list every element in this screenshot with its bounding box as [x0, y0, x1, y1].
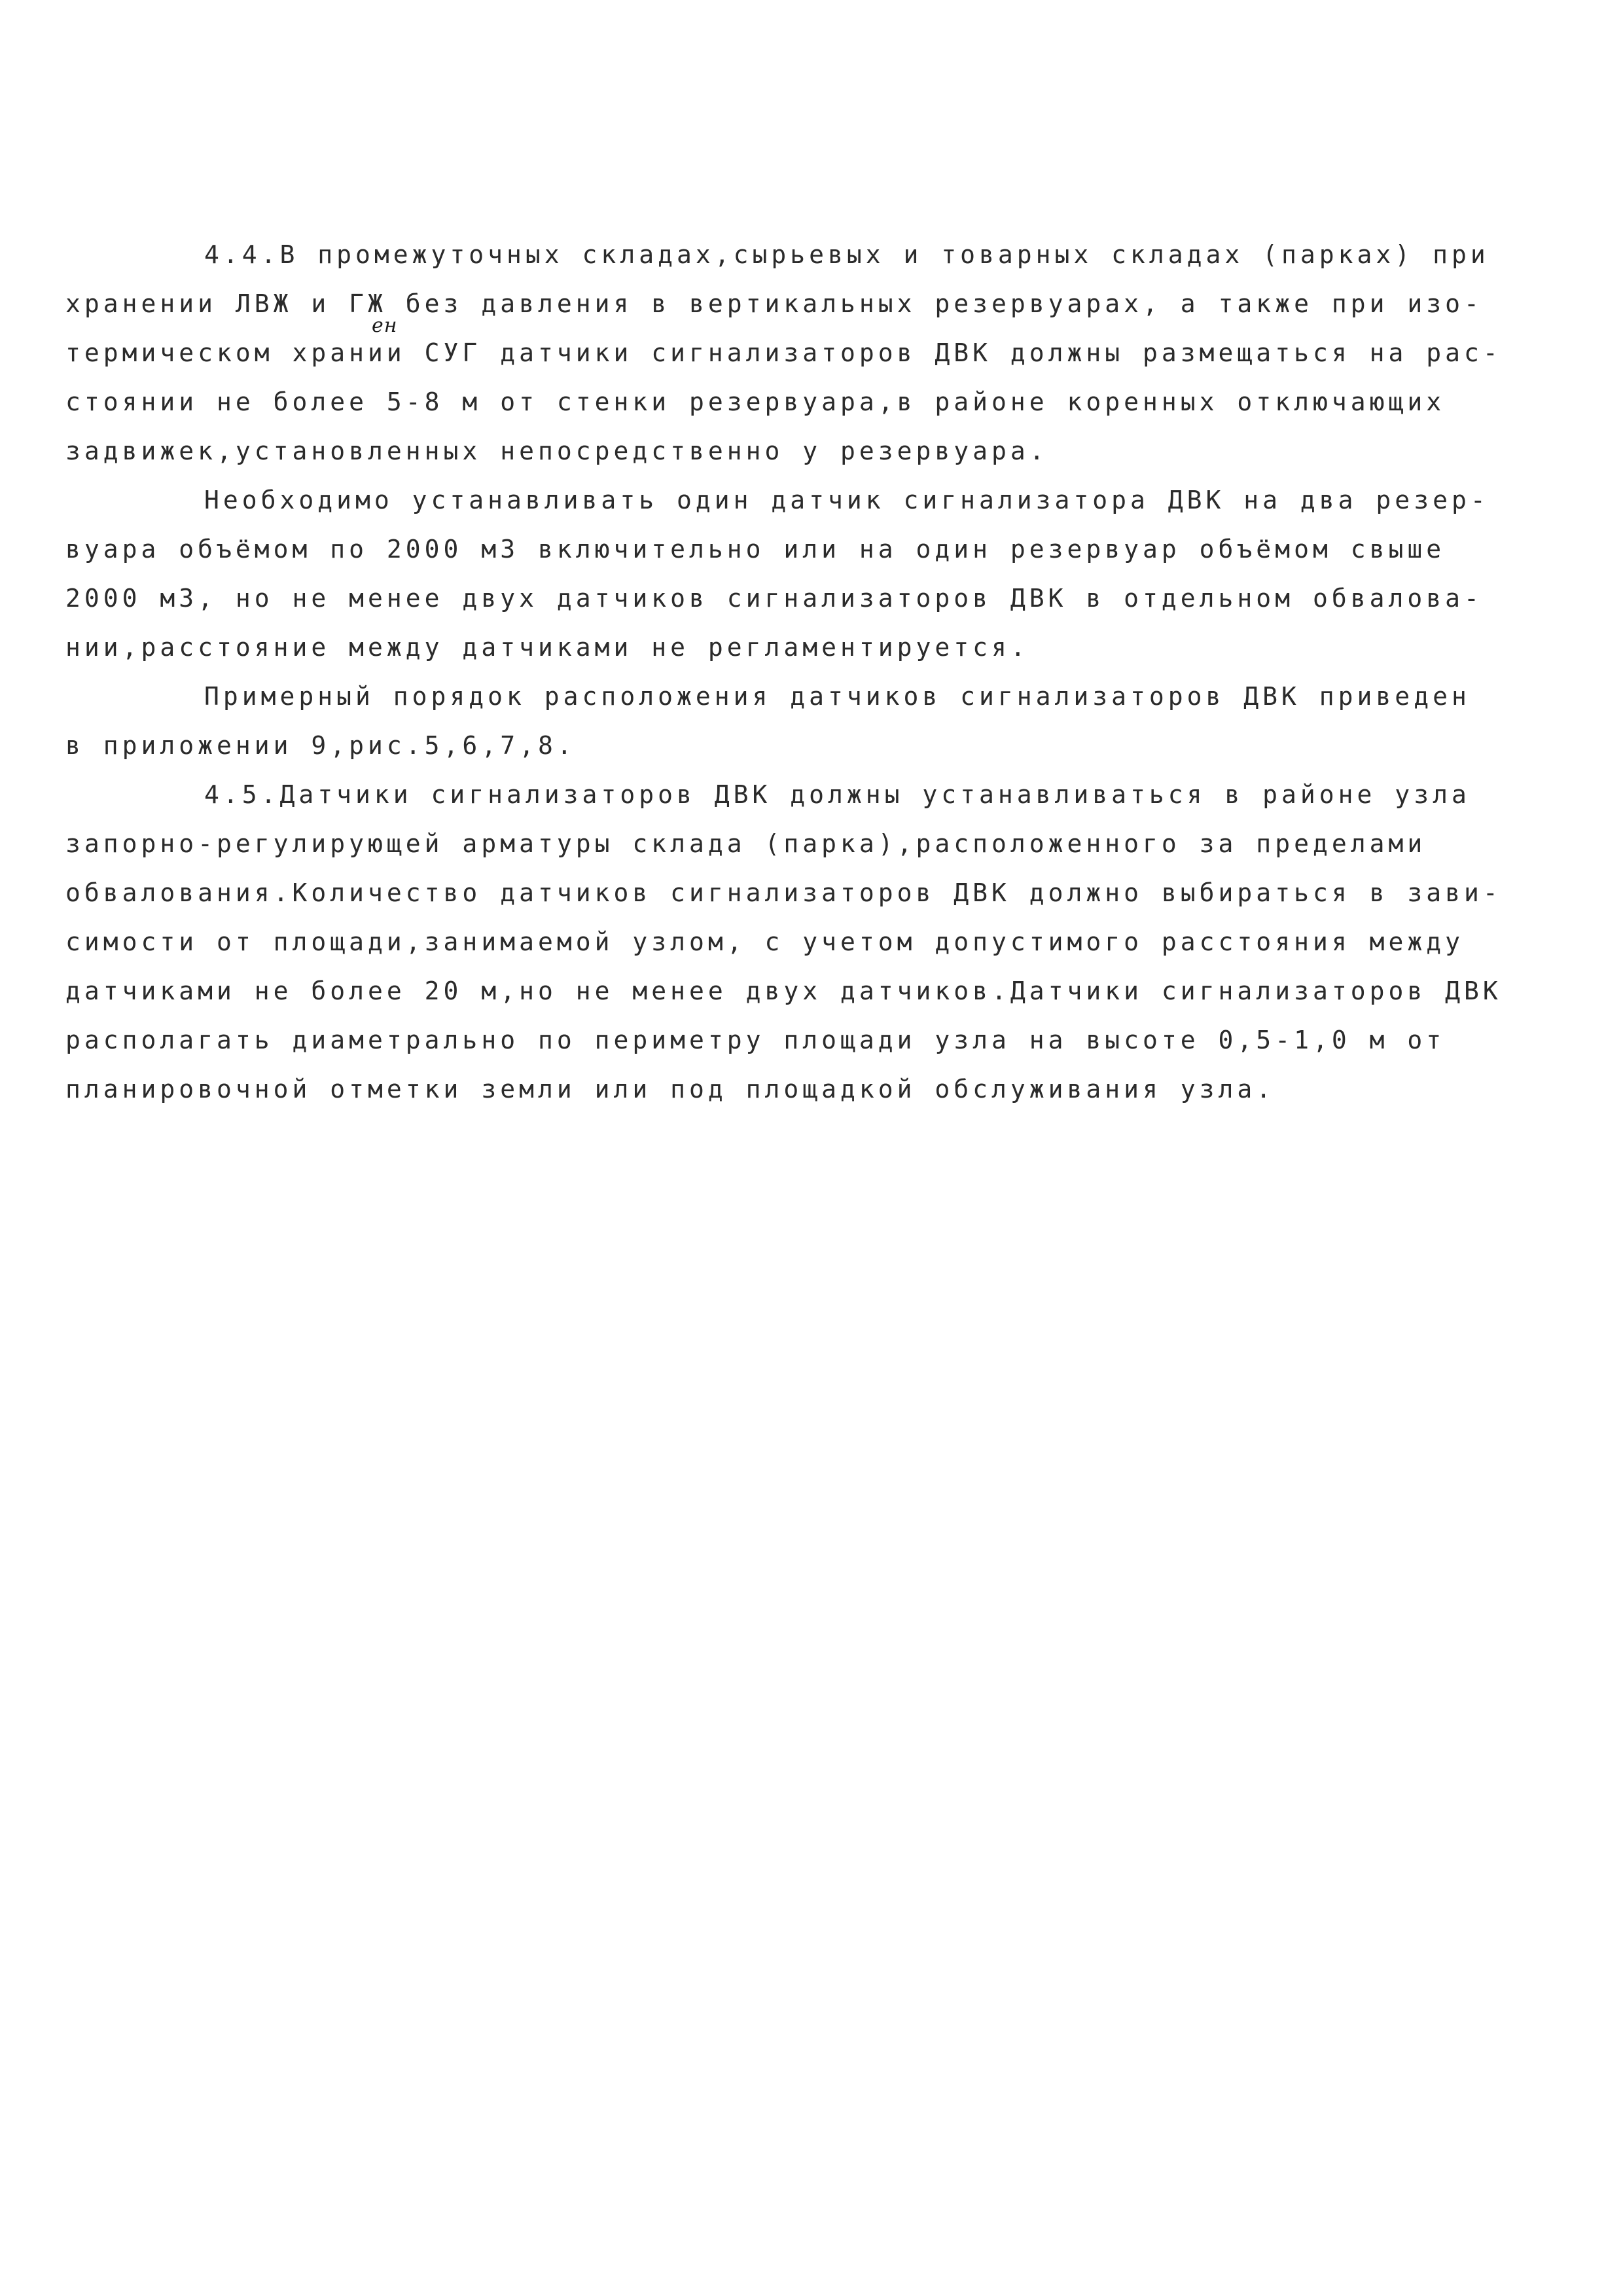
paragraph-4-4-line-3: термическом хрании СУГ датчики сигнализаторов ДВК должны размещаться на рас-	[65, 338, 1502, 367]
paragraph-4-4-line-1: 4.4.В промежуточных складах,сырьевых и товарных складах (парках) при	[204, 240, 1489, 269]
paragraph-4-4-line-2: хранении ЛВЖ и ГЖ без давления в вертикальных резервуарах, а также при изо-	[65, 289, 1483, 318]
paragraph-4-5-line-7: планировочной отметки земли или под площадкой обслуживания узла.	[65, 1075, 1275, 1103]
document-body	[65, 230, 1571, 1114]
paragraph-sensor-count-line-2: вуара объёмом по 2000 м3 включительно или на один резервуар объёмом свыше	[65, 535, 1446, 564]
paragraph-layout-line-1: Примерный порядок расположения датчиков сигнализаторов ДВК приведен	[204, 682, 1471, 711]
paragraph-4-4-line-4: стоянии не более 5-8 м от стенки резервуара,в районе коренных отключающих	[65, 387, 1446, 416]
paragraph-layout-line-2: в приложении 9,рис.5,6,7,8.	[65, 731, 576, 760]
paragraph-4-5-line-1: 4.5.Датчики сигнализаторов ДВК должны устанавливаться в районе узла	[204, 780, 1471, 809]
paragraph-sensor-count-line-3: 2000 м3, но не менее двух датчиков сигнализаторов ДВК в отдельном обвалова-	[65, 584, 1483, 613]
paragraph-4-5-line-3: обвалования.Количество датчиков сигнализаторов ДВК должно выбираться в зави-	[65, 878, 1502, 907]
handwritten-correction: ен	[372, 314, 398, 337]
paragraph-sensor-count-line-1: Необходимо устанавливать один датчик сигнализатора ДВК на два резер-	[204, 486, 1489, 514]
paragraph-4-4-line-5: задвижек,установленных непосредственно у резервуара.	[65, 437, 1048, 465]
paragraph-4-5-line-5: датчиками не более 20 м,но не менее двух датчиков.Датчики сигнализаторов ДВК	[65, 977, 1502, 1005]
paragraph-4-5-line-4: симости от площади,занимаемой узлом, с учетом допустимого расстояния между	[65, 927, 1464, 956]
paragraph-4-5-line-6: располагать диаметрально по периметру площади узла на высоте 0,5-1,0 м от	[65, 1026, 1446, 1054]
paragraph-4-5-line-2: запорно-регулирующей арматуры склада (парка),расположенного за пределами	[65, 829, 1427, 858]
paragraph-sensor-count-line-4: нии,расстояние между датчиками не регламентируется.	[65, 633, 1029, 662]
